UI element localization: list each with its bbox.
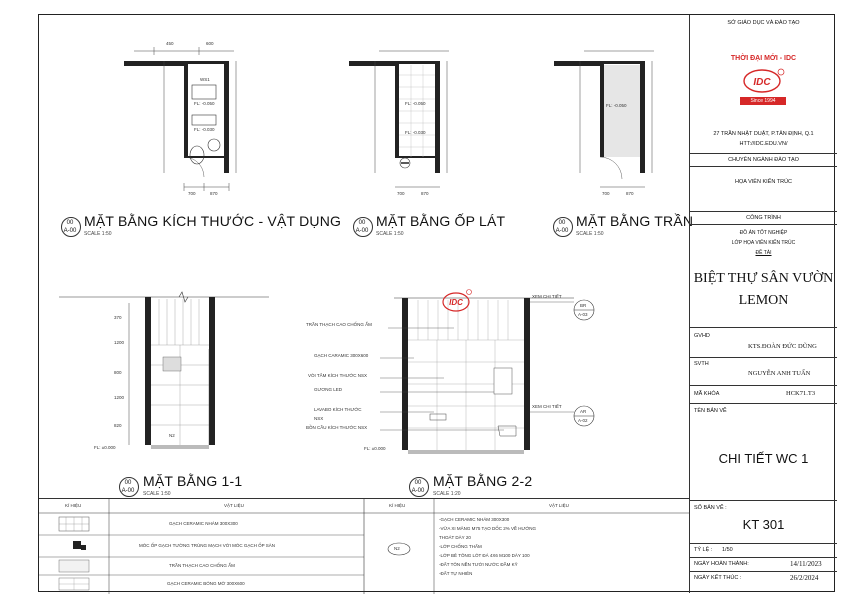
gvhd-label: GVHD <box>694 333 710 339</box>
project-line-1: ĐỒ ÁN TỐT NGHIỆP <box>739 230 788 236</box>
legend-row: MÓC ỐP GẠCH TƯỜNG TRÙNG MẠCH VỚI MÓC GẠCH ỐP SÀN <box>139 543 275 548</box>
drawing-name-label: TÊN BẢN VẼ <box>694 408 727 414</box>
plan1-ws1-label: WS1 <box>200 77 210 82</box>
idc-logo-watermark <box>442 288 472 314</box>
logo-text: IDC <box>753 77 771 88</box>
dept-name: HỌA VIÊN KIẾN TRÚC <box>734 179 793 185</box>
section1-n2-tag: N2 <box>169 433 175 438</box>
divider <box>690 557 837 558</box>
project-name-1: BIỆT THỰ SÂN VƯỜN <box>693 271 834 286</box>
plan1-fl-label-2: FL: -0.030 <box>194 127 215 132</box>
project-line-2: LỚP HỌA VIÊN KIẾN TRÚC <box>731 240 796 246</box>
view-tag-num: 00 <box>358 220 366 226</box>
detail-ref-1-top: BR <box>580 303 587 308</box>
svth-name: NGUYỄN ANH TUẤN <box>748 370 811 377</box>
topic-label: ĐỀ TÀI <box>755 250 772 256</box>
view-scale-plan3: SCALE 1:50 <box>576 231 604 237</box>
dept-label: CHUYÊN NGÀNH ĐÀO TẠO <box>728 157 799 163</box>
view-scale-sec1: SCALE 1:50 <box>143 491 171 497</box>
plan2-fl-label: FL: -0.050 <box>405 101 426 106</box>
legend-row: THOÁT DÀY 20 <box>439 535 471 540</box>
divider <box>690 385 837 386</box>
completion-date-label: NGÀY HOÀN THÀNH: <box>694 561 749 567</box>
sheet-number-label: SỐ BẢN VẼ : <box>694 505 727 511</box>
section1-fl-label: FL: ±0.000 <box>94 445 116 450</box>
section1-dim: 1200 <box>114 340 125 345</box>
view-tag-sheet: A-00 <box>121 488 135 494</box>
plan3-drawing <box>544 35 674 205</box>
legend-row: TRẦN THẠCH CAO CHỐNG ẨM <box>169 563 235 568</box>
scale-value: 1/50 <box>722 547 733 553</box>
view-title-plan2: MẶT BẰNG ỐP LÁT <box>376 213 506 229</box>
view-tag-num: 00 <box>66 220 74 226</box>
divider <box>690 153 837 154</box>
makhoa-value: HCK71.T3 <box>786 390 816 397</box>
sheet-number: KT 301 <box>742 517 785 532</box>
school-logo <box>742 67 786 95</box>
divider <box>690 211 837 212</box>
view-tag-sheet: A-00 <box>63 228 77 234</box>
drawing-sheet <box>38 14 835 592</box>
legend-row: -VỮA XI MĂNG M75 TẠO DỐC 2% VỀ HƯỚNG <box>439 526 536 531</box>
since-badge <box>740 97 786 105</box>
since-text: Since 1994 <box>750 98 776 104</box>
divider <box>690 571 837 572</box>
annotation-lavabo: LAVABO KÍCH THƯỚC <box>314 407 362 412</box>
legend-header-material-2: VẬT LIỆU <box>549 503 569 508</box>
makhoa-label: MÃ KHÓA <box>694 391 720 397</box>
divider <box>690 224 837 225</box>
svg-text:IDC: IDC <box>449 298 463 307</box>
annotation-ceiling: TRẦN THẠCH CAO CHỐNG ẨM <box>306 322 372 327</box>
legend-row: -LỚP CHỐNG THẤM <box>439 544 482 549</box>
detail-ref-1-bottom: A-03 <box>578 312 588 317</box>
annotation-tile: GẠCH CARAMIC 300X600 <box>314 353 369 358</box>
view-scale-sec2: SCALE 1:20 <box>433 491 461 497</box>
view-scale-plan1: SCALE 1:50 <box>84 231 112 237</box>
legend-row: -GẠCH CERAMIC NHÁM 300X300 <box>439 517 510 522</box>
legend-row: GẠCH CERAMIC NHÁM 300X300 <box>169 521 238 526</box>
plan1-drawing <box>124 35 254 205</box>
section-1-1 <box>59 285 279 465</box>
section1-drawing <box>59 285 279 465</box>
legend-row: -ĐẤT TỰ NHIÊN <box>439 571 473 576</box>
view-tag-num: 00 <box>558 220 566 226</box>
view-title-plan3: MẶT BẰNG TRẦN <box>576 213 694 229</box>
completion-date: 14/11/2023 <box>790 560 822 568</box>
section1-dim: 820 <box>114 423 122 428</box>
plan1-dim-top: 450 <box>166 41 174 46</box>
project-name-2: LEMON <box>738 293 789 308</box>
end-date-label: NGÀY KẾT THÚC : <box>694 575 742 581</box>
view-tag-sheet: A-00 <box>555 228 569 234</box>
end-date: 26/2/2024 <box>790 574 819 582</box>
plan2-drawing <box>339 35 469 205</box>
section-2-2 <box>254 280 614 470</box>
view-tag-sheet: A-00 <box>411 488 425 494</box>
plan1-fl-label: FL: -0.050 <box>194 101 215 106</box>
divider <box>690 500 837 501</box>
plan2-dim-bottom: 700 <box>397 191 405 196</box>
legend-header-symbol-2: KÍ HIỆU <box>389 503 406 508</box>
school-name: THỜI ĐẠI MỚI - IDC <box>730 55 797 62</box>
plan1-dim-bottom-2: 870 <box>210 191 218 196</box>
website: HTT://IDC.EDU.VN/ <box>739 141 788 147</box>
divider <box>690 166 837 167</box>
plan3-dim-bottom: 700 <box>602 191 610 196</box>
ministry-label: SỞ GIÁO DỤC VÀ ĐÀO TẠO <box>727 20 800 26</box>
section1-dim: 370 <box>114 315 122 320</box>
plan1-dim-bottom: 700 <box>188 191 196 196</box>
scale-label: TỶ LỆ : <box>694 547 713 553</box>
view-title-plan1: MẶT BẰNG KÍCH THƯỚC - VẬT DỤNG <box>84 213 342 229</box>
annotation-toilet: BỒN CẦU KÍCH THƯỚC NSX <box>306 425 368 430</box>
plan3-fl-label: FL: -0.050 <box>606 103 627 108</box>
material-legend <box>39 498 689 594</box>
divider <box>690 327 837 328</box>
view-title-sec1: MẶT BẰNG 1-1 <box>143 473 243 489</box>
legend-row: GẠCH CERAMIC BÓNG MỜ 300X600 <box>167 581 245 586</box>
view-tag-sheet: A-00 <box>355 228 369 234</box>
detail-ref-2-top: AR <box>580 409 587 414</box>
legend-header-symbol: KÍ HIỆU <box>65 503 82 508</box>
title-block <box>689 15 837 593</box>
legend-row: -ĐẤT TÔN NỀN TƯỚI NƯỚC ĐẦM KỸ <box>439 562 518 567</box>
svth-label: SVTH <box>694 361 709 367</box>
project-label: CÔNG TRÌNH <box>746 215 781 221</box>
annotation-nsx: NSX <box>314 416 324 421</box>
plan3-dim-bottom-2: 870 <box>626 191 634 196</box>
legend-n2-symbol: N2 <box>394 546 400 551</box>
divider <box>690 543 837 544</box>
divider <box>690 357 837 358</box>
address: 27 TRẦN NHẬT DUẬT, P.TÂN ĐỊNH, Q.1 <box>713 131 814 137</box>
legend-row: -LỚP BÊ TÔNG LÓT ĐÁ 4X6 M100 DÀY 100 <box>439 553 530 558</box>
plan1-dim-top-2: 600 <box>206 41 214 46</box>
annotation-shower: VÒI TẮM KÍCH THƯỚC NSX <box>308 373 368 378</box>
view-tag-num: 00 <box>124 480 132 486</box>
view-scale-plan2: SCALE 1:50 <box>376 231 404 237</box>
legend-header-material: VẬT LIỆU <box>224 503 244 508</box>
detail-ref-label-2: XEM CHI TIẾT <box>532 404 562 409</box>
plan-tiling <box>339 35 469 205</box>
plan2-dim-bottom-2: 870 <box>421 191 429 196</box>
detail-ref-label-1: XEM CHI TIẾT <box>532 294 562 299</box>
gvhd-name: KTS.ĐOÀN ĐỨC DŨNG <box>748 343 817 350</box>
plan2-fl-label-2: FL: -0.030 <box>405 130 426 135</box>
plan-furniture-dimensions <box>124 35 254 205</box>
view-tag-num: 00 <box>414 480 422 486</box>
detail-ref-2-bottom: A-02 <box>578 418 588 423</box>
section2-fl-label: FL: ±0.000 <box>364 446 386 451</box>
section1-dim: 1200 <box>114 395 125 400</box>
drawing-name: CHI TIẾT WC 1 <box>718 451 809 466</box>
section1-dim: 800 <box>114 370 122 375</box>
plan-ceiling <box>544 35 674 205</box>
legend-grid <box>39 499 689 594</box>
view-title-sec2: MẶT BẰNG 2-2 <box>433 473 533 489</box>
annotation-mirror: GƯƠNG LED <box>314 387 342 392</box>
divider <box>690 403 837 404</box>
